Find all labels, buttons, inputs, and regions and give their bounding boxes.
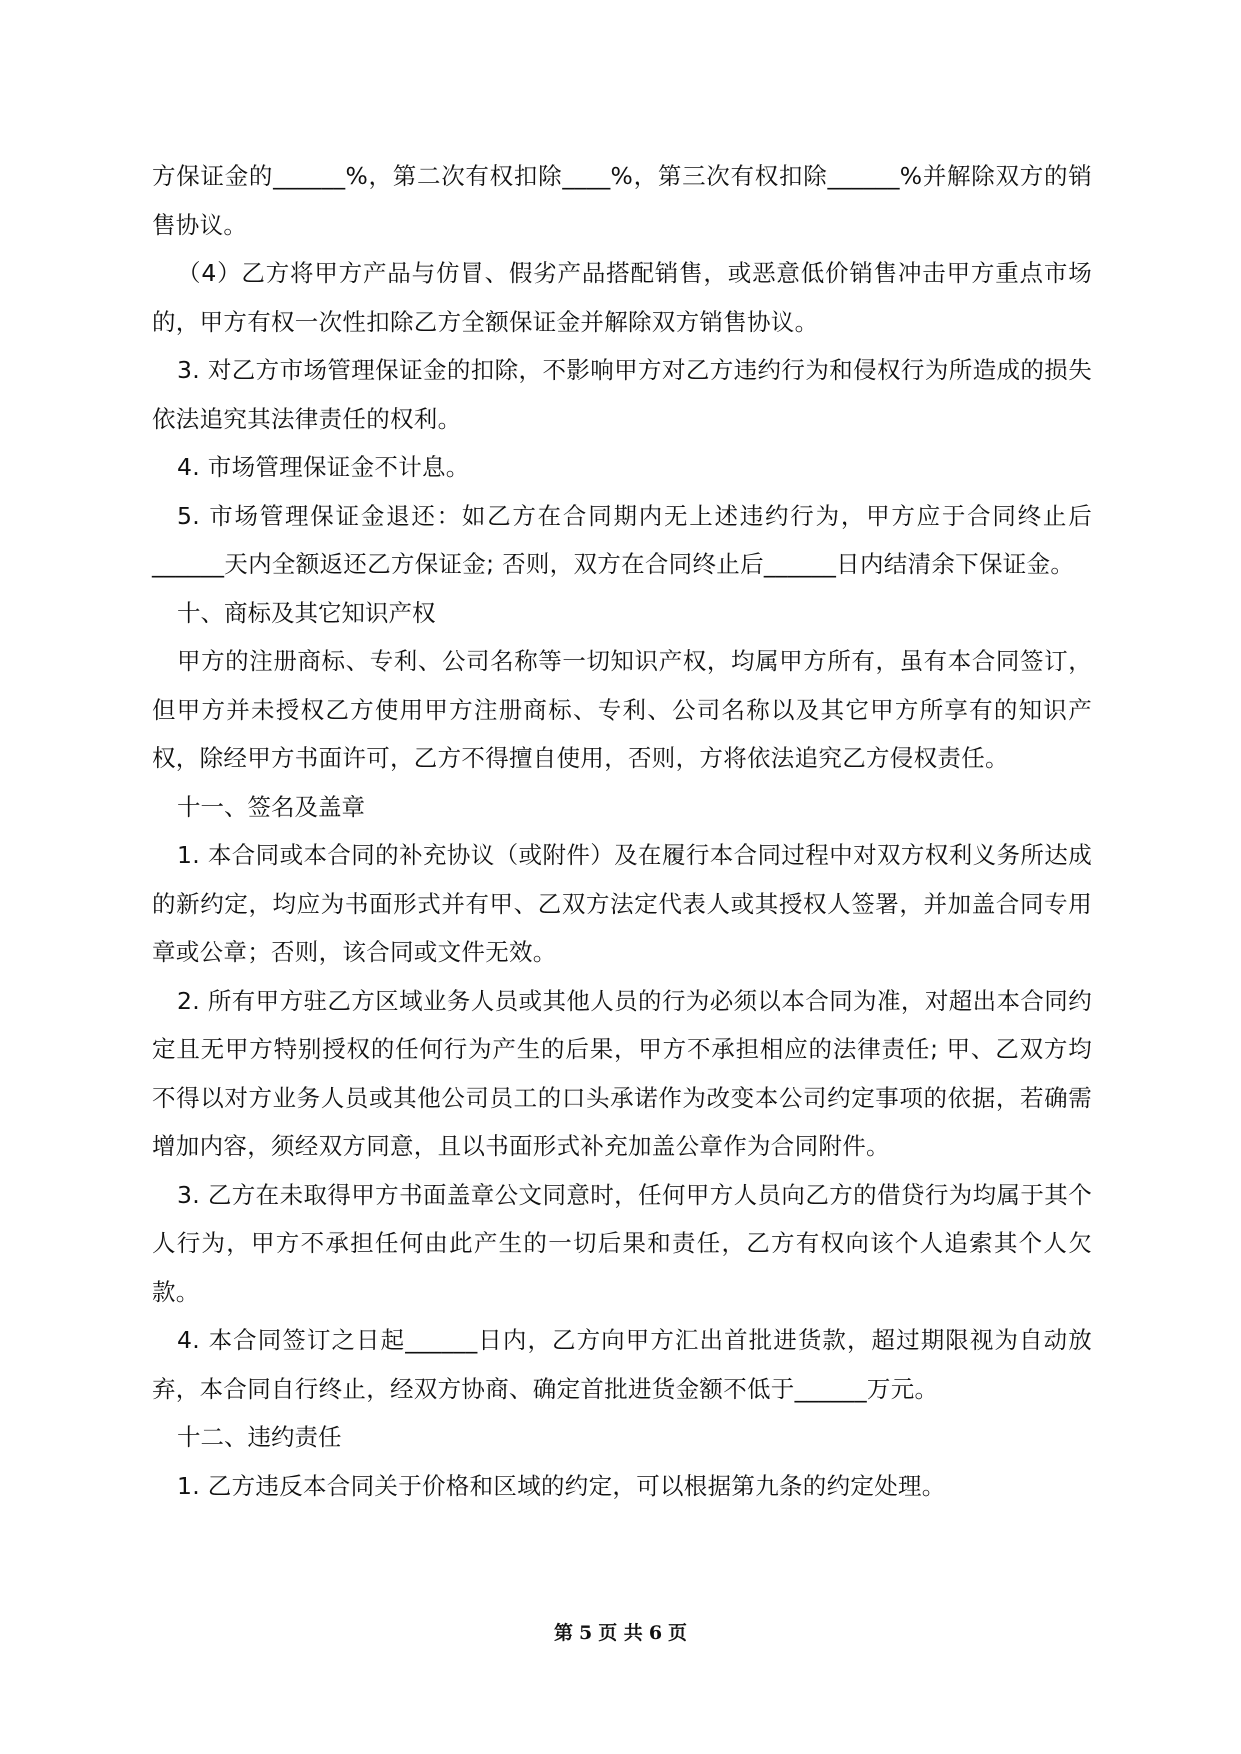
paragraph-item-5: 5. 市场管理保证金退还：如乙方在合同期内无上述违约行为，甲方应于合同终止后______天内全额返还乙方保证金; 否则，双方在合同终止后______日内结清余下保证金。	[152, 501, 1092, 578]
paragraph-sign-1: 1. 本合同或本合同的补充协议（或附件）及在履行本合同过程中对双方权利义务所达成的新约定，均应为书面形式并有甲、乙双方法定代表人或其授权人签署，并加盖合同专用章或公章；否则，该合同或文件无效。	[152, 841, 1092, 966]
paragraph-item-3: 3. 对乙方市场管理保证金的扣除，不影响甲方对乙方违约行为和侵权行为所造成的损失依法追究其法律责任的权利。	[152, 356, 1092, 433]
footer-prefix: 第	[553, 1622, 573, 1644]
paragraph-clause-4: （4）乙方将甲方产品与仿冒、假劣产品搭配销售，或恶意低价销售冲击甲方重点市场的，甲方有权一次性扣除乙方全额保证金并解除双方销售协议。	[152, 259, 1092, 336]
paragraph-sign-2: 2. 所有甲方驻乙方区域业务人员或其他人员的行为必须以本合同为准，对超出本合同约定且无甲方特别授权的任何行为产生的后果，甲方不承担相应的法律责任; 甲、乙双方均不得以对方业务人员或其他公司员工的口头承诺作为改变本公司约定事项的依据，若确需增加内容，须经双方同意，且以书面形式补充加盖公章作为合同附件。	[152, 986, 1092, 1160]
document-body	[152, 152, 1092, 1510]
paragraph-breach-1: 1. 乙方违反本合同关于价格和区域的约定，可以根据第九条的约定处理。	[177, 1471, 946, 1500]
section-heading-10: 十、商标及其它知识产权	[177, 598, 436, 627]
paragraph-sign-3: 3. 乙方在未取得甲方书面盖章公文同意时，任何甲方人员向乙方的借贷行为均属于其个人行为，甲方不承担任何由此产生的一切后果和责任，乙方有权向该个人追索其个人欠款。	[152, 1180, 1092, 1306]
footer-middle: 页 共	[598, 1622, 643, 1644]
paragraph-sign-4: 4. 本合同签订之日起______日内，乙方向甲方汇出首批进货款，超过期限视为自动放弃，本合同自行终止，经双方协商、确定首批进货金额不低于______万元。	[152, 1326, 1092, 1403]
page-footer	[0, 1618, 1241, 1645]
footer-page-number: 5	[578, 1622, 593, 1644]
section-heading-12: 十二、违约责任	[177, 1423, 342, 1451]
paragraph-continuation: 方保证金的______%，第二次有权扣除____%，第三次有权扣除______%并解除双方的销售协议。	[152, 162, 1092, 239]
footer-suffix: 页	[668, 1622, 688, 1644]
footer-total-pages: 6	[648, 1622, 663, 1644]
section-heading-11: 十一、签名及盖章	[177, 792, 365, 821]
paragraph-ip: 甲方的注册商标、专利、公司名称等一切知识产权，均属甲方所有，虽有本合同签订，但甲方并未授权乙方使用甲方注册商标、专利、公司名称以及其它甲方所享有的知识产权，除经甲方书面许可，乙方不得擅自使用，否则，方将依法追究乙方侵权责任。	[152, 647, 1092, 772]
paragraph-item-4: 4. 市场管理保证金不计息。	[177, 453, 470, 481]
